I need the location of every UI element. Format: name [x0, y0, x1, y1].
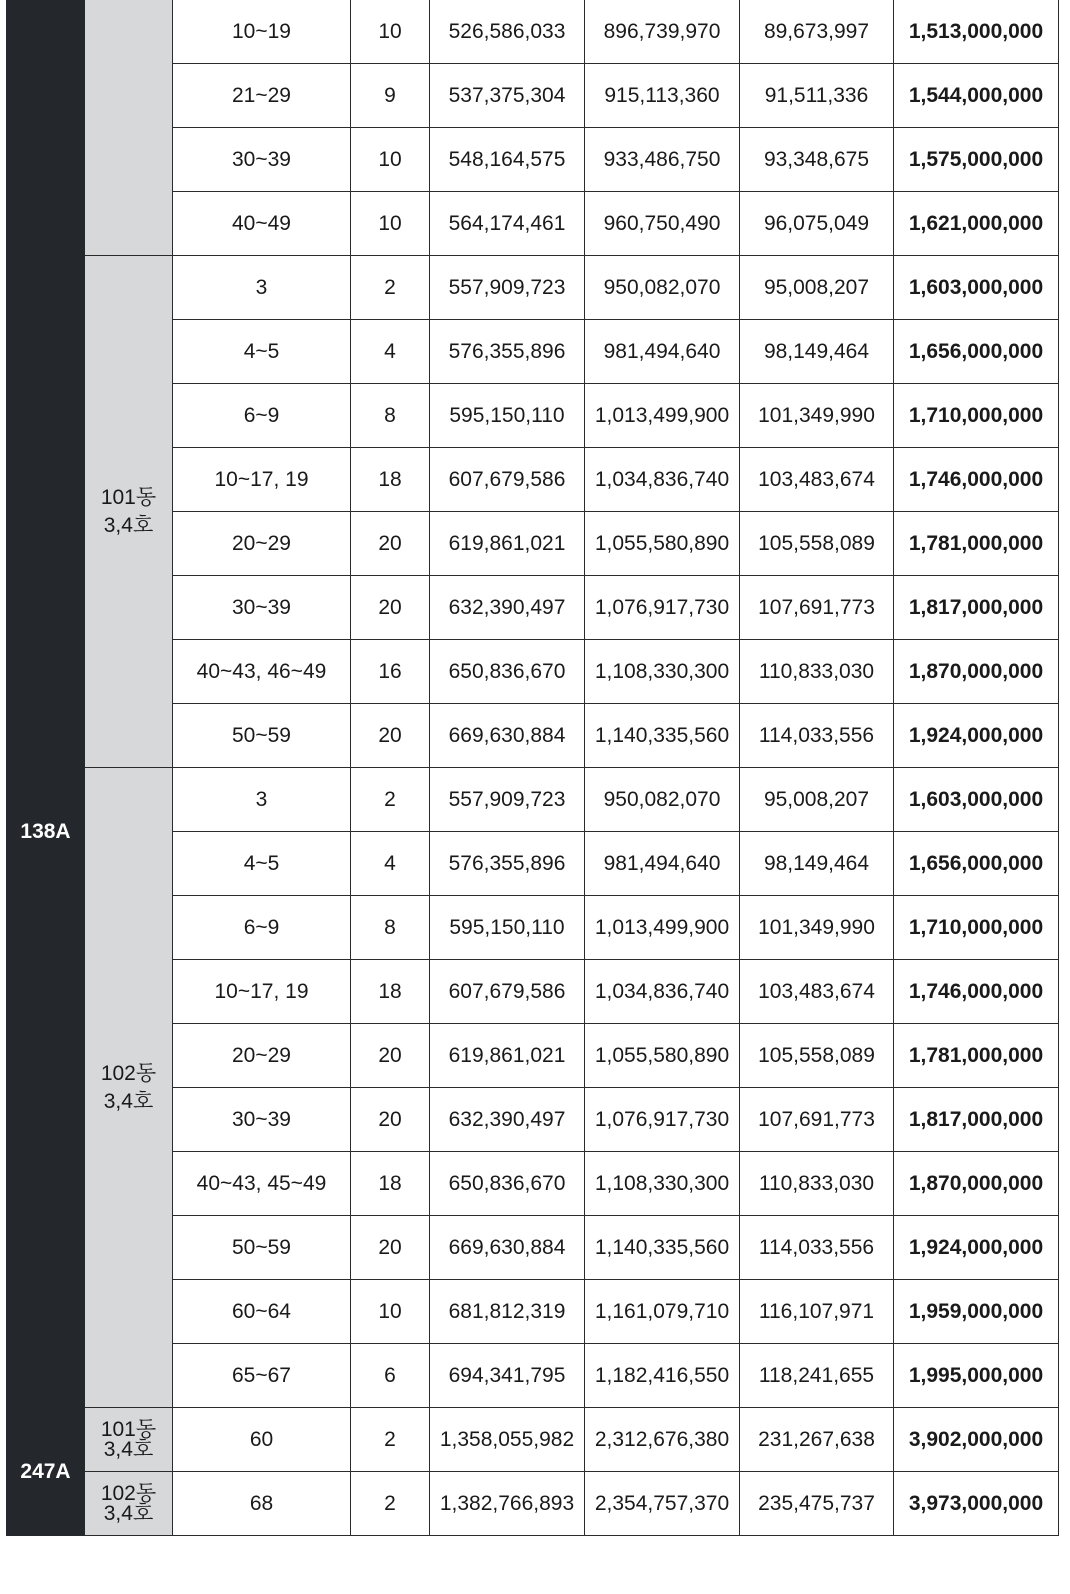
land-price-cell: 650,836,670: [430, 1152, 585, 1216]
vat-cell: 95,008,207: [740, 256, 894, 320]
total-price-cell: 1,656,000,000: [894, 320, 1059, 384]
total-price-cell: 1,575,000,000: [894, 128, 1059, 192]
floor-range-cell: 4~5: [173, 832, 351, 896]
unit-count-cell: 20: [351, 1088, 430, 1152]
land-price-cell: 619,861,021: [430, 512, 585, 576]
land-price-cell: 619,861,021: [430, 1024, 585, 1088]
total-price-cell: 1,924,000,000: [894, 704, 1059, 768]
building-price-cell: 1,034,836,740: [585, 448, 740, 512]
total-price-cell: 1,746,000,000: [894, 448, 1059, 512]
unit-count-cell: 6: [351, 1344, 430, 1408]
floor-range-cell: 68: [173, 1472, 351, 1536]
unit-count-cell: 18: [351, 1152, 430, 1216]
unit-count-cell: 2: [351, 256, 430, 320]
land-price-cell: 576,355,896: [430, 320, 585, 384]
floor-range-cell: 30~39: [173, 128, 351, 192]
land-price-cell: 669,630,884: [430, 704, 585, 768]
vat-cell: 235,475,737: [740, 1472, 894, 1536]
floor-range-cell: 30~39: [173, 1088, 351, 1152]
vat-cell: 114,033,556: [740, 1216, 894, 1280]
floor-range-cell: 6~9: [173, 896, 351, 960]
floor-range-cell: 20~29: [173, 512, 351, 576]
floor-range-cell: 50~59: [173, 1216, 351, 1280]
building-price-cell: 1,034,836,740: [585, 960, 740, 1024]
land-price-cell: 632,390,497: [430, 1088, 585, 1152]
unit-count-cell: 10: [351, 0, 430, 64]
floor-range-cell: 6~9: [173, 384, 351, 448]
price-table: [6, 0, 1059, 1536]
unit-count-cell: 8: [351, 896, 430, 960]
floor-range-cell: 40~43, 46~49: [173, 640, 351, 704]
floor-range-cell: 40~43, 45~49: [173, 1152, 351, 1216]
unit-count-cell: 20: [351, 1216, 430, 1280]
vat-cell: 107,691,773: [740, 1088, 894, 1152]
total-price-cell: 3,973,000,000: [894, 1472, 1059, 1536]
total-price-cell: 1,817,000,000: [894, 576, 1059, 640]
floor-range-cell: 60~64: [173, 1280, 351, 1344]
total-price-cell: 1,870,000,000: [894, 1152, 1059, 1216]
building-price-cell: 2,312,676,380: [585, 1408, 740, 1472]
building-cell: 101동 3,4호: [85, 256, 173, 768]
floor-range-cell: 65~67: [173, 1344, 351, 1408]
building-price-cell: 915,113,360: [585, 64, 740, 128]
total-price-cell: 1,870,000,000: [894, 640, 1059, 704]
vat-cell: 231,267,638: [740, 1408, 894, 1472]
vat-cell: 114,033,556: [740, 704, 894, 768]
building-cell: [85, 0, 173, 256]
building-price-cell: 1,076,917,730: [585, 1088, 740, 1152]
building-price-cell: 933,486,750: [585, 128, 740, 192]
total-price-cell: 1,781,000,000: [894, 1024, 1059, 1088]
building-price-cell: 1,076,917,730: [585, 576, 740, 640]
building-price-cell: 1,140,335,560: [585, 1216, 740, 1280]
land-price-cell: 669,630,884: [430, 1216, 585, 1280]
floor-range-cell: 40~49: [173, 192, 351, 256]
floor-range-cell: 10~19: [173, 0, 351, 64]
unit-count-cell: 8: [351, 384, 430, 448]
total-price-cell: 1,621,000,000: [894, 192, 1059, 256]
land-price-cell: 595,150,110: [430, 384, 585, 448]
land-price-cell: 557,909,723: [430, 256, 585, 320]
building-price-cell: 1,108,330,300: [585, 640, 740, 704]
floor-range-cell: 21~29: [173, 64, 351, 128]
vat-cell: 91,511,336: [740, 64, 894, 128]
vat-cell: 93,348,675: [740, 128, 894, 192]
land-price-cell: 1,382,766,893: [430, 1472, 585, 1536]
land-price-cell: 526,586,033: [430, 0, 585, 64]
vat-cell: 110,833,030: [740, 1152, 894, 1216]
floor-range-cell: 3: [173, 768, 351, 832]
land-price-cell: 595,150,110: [430, 896, 585, 960]
total-price-cell: 1,995,000,000: [894, 1344, 1059, 1408]
vat-cell: 101,349,990: [740, 896, 894, 960]
building-price-cell: 1,108,330,300: [585, 1152, 740, 1216]
unit-count-cell: 4: [351, 832, 430, 896]
building-price-cell: 1,013,499,900: [585, 384, 740, 448]
vat-cell: 98,149,464: [740, 832, 894, 896]
unit-count-cell: 20: [351, 704, 430, 768]
land-price-cell: 557,909,723: [430, 768, 585, 832]
total-price-cell: 1,603,000,000: [894, 768, 1059, 832]
building-price-cell: 960,750,490: [585, 192, 740, 256]
building-price-cell: 896,739,970: [585, 0, 740, 64]
vat-cell: 110,833,030: [740, 640, 894, 704]
unit-count-cell: 2: [351, 768, 430, 832]
vat-cell: 103,483,674: [740, 960, 894, 1024]
total-price-cell: 1,746,000,000: [894, 960, 1059, 1024]
floor-range-cell: 3: [173, 256, 351, 320]
unit-count-cell: 10: [351, 1280, 430, 1344]
building-cell: 102동 3,4호: [85, 768, 173, 1408]
land-price-cell: 564,174,461: [430, 192, 585, 256]
floor-range-cell: 30~39: [173, 576, 351, 640]
floor-range-cell: 20~29: [173, 1024, 351, 1088]
land-price-cell: 632,390,497: [430, 576, 585, 640]
land-price-cell: 1,358,055,982: [430, 1408, 585, 1472]
building-price-cell: 1,055,580,890: [585, 1024, 740, 1088]
unit-count-cell: 16: [351, 640, 430, 704]
land-price-cell: 548,164,575: [430, 128, 585, 192]
building-price-cell: 981,494,640: [585, 320, 740, 384]
unit-count-cell: 2: [351, 1408, 430, 1472]
floor-range-cell: 4~5: [173, 320, 351, 384]
building-price-cell: 1,013,499,900: [585, 896, 740, 960]
building-price-cell: 1,140,335,560: [585, 704, 740, 768]
total-price-cell: 3,902,000,000: [894, 1408, 1059, 1472]
unit-count-cell: 10: [351, 128, 430, 192]
building-cell: 101동 3,4호: [85, 1408, 173, 1472]
unit-count-cell: 2: [351, 1472, 430, 1536]
total-price-cell: 1,924,000,000: [894, 1216, 1059, 1280]
unit-count-cell: 20: [351, 512, 430, 576]
unit-count-cell: 4: [351, 320, 430, 384]
vat-cell: 118,241,655: [740, 1344, 894, 1408]
unit-count-cell: 18: [351, 960, 430, 1024]
unit-count-cell: 18: [351, 448, 430, 512]
unit-type-cell: 247A: [7, 1408, 85, 1536]
land-price-cell: 537,375,304: [430, 64, 585, 128]
table-row: [7, 768, 1059, 832]
table-row: [7, 1472, 1059, 1536]
building-price-cell: 950,082,070: [585, 768, 740, 832]
total-price-cell: 1,817,000,000: [894, 1088, 1059, 1152]
building-price-cell: 1,055,580,890: [585, 512, 740, 576]
vat-cell: 98,149,464: [740, 320, 894, 384]
building-price-cell: 2,354,757,370: [585, 1472, 740, 1536]
vat-cell: 101,349,990: [740, 384, 894, 448]
building-price-cell: 1,161,079,710: [585, 1280, 740, 1344]
unit-count-cell: 20: [351, 1024, 430, 1088]
vat-cell: 107,691,773: [740, 576, 894, 640]
total-price-cell: 1,710,000,000: [894, 384, 1059, 448]
table-row: [7, 1408, 1059, 1472]
vat-cell: 96,075,049: [740, 192, 894, 256]
total-price-cell: 1,544,000,000: [894, 64, 1059, 128]
price-table-body: [7, 0, 1059, 1536]
unit-count-cell: 9: [351, 64, 430, 128]
floor-range-cell: 50~59: [173, 704, 351, 768]
unit-count-cell: 20: [351, 576, 430, 640]
building-price-cell: 981,494,640: [585, 832, 740, 896]
floor-range-cell: 10~17, 19: [173, 448, 351, 512]
total-price-cell: 1,710,000,000: [894, 896, 1059, 960]
land-price-cell: 681,812,319: [430, 1280, 585, 1344]
land-price-cell: 650,836,670: [430, 640, 585, 704]
total-price-cell: 1,959,000,000: [894, 1280, 1059, 1344]
floor-range-cell: 60: [173, 1408, 351, 1472]
building-cell: 102동 3,4호: [85, 1472, 173, 1536]
table-row: [7, 256, 1059, 320]
vat-cell: 89,673,997: [740, 0, 894, 64]
vat-cell: 103,483,674: [740, 448, 894, 512]
unit-count-cell: 10: [351, 192, 430, 256]
total-price-cell: 1,603,000,000: [894, 256, 1059, 320]
building-price-cell: 1,182,416,550: [585, 1344, 740, 1408]
unit-type-cell: [7, 0, 85, 256]
unit-type-cell: 138A: [7, 256, 85, 1408]
total-price-cell: 1,513,000,000: [894, 0, 1059, 64]
vat-cell: 95,008,207: [740, 768, 894, 832]
land-price-cell: 694,341,795: [430, 1344, 585, 1408]
land-price-cell: 607,679,586: [430, 448, 585, 512]
vat-cell: 105,558,089: [740, 512, 894, 576]
vat-cell: 116,107,971: [740, 1280, 894, 1344]
total-price-cell: 1,781,000,000: [894, 512, 1059, 576]
building-price-cell: 950,082,070: [585, 256, 740, 320]
land-price-cell: 607,679,586: [430, 960, 585, 1024]
floor-range-cell: 10~17, 19: [173, 960, 351, 1024]
vat-cell: 105,558,089: [740, 1024, 894, 1088]
total-price-cell: 1,656,000,000: [894, 832, 1059, 896]
land-price-cell: 576,355,896: [430, 832, 585, 896]
table-row: [7, 0, 1059, 64]
